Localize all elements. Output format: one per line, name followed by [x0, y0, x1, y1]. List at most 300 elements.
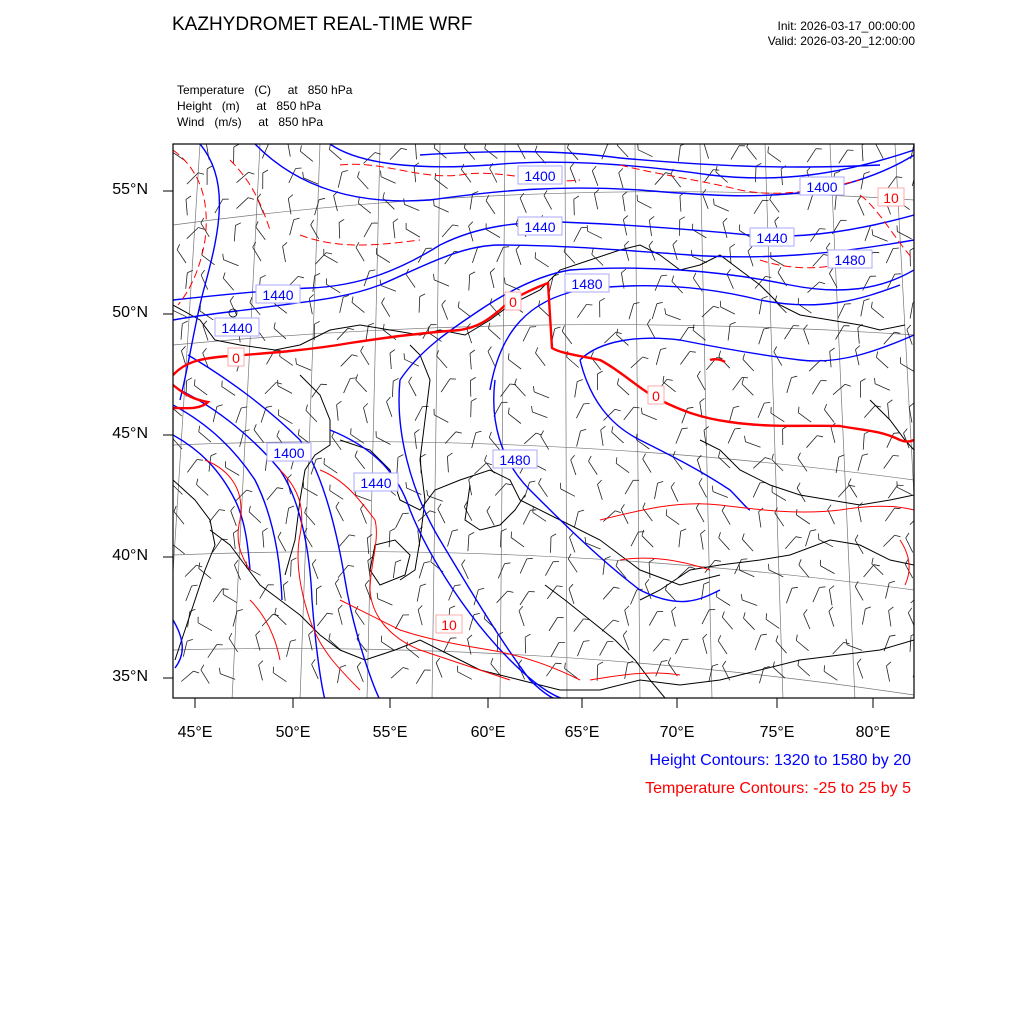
wind-barb-feather — [643, 357, 649, 359]
wind-barb-feather — [393, 219, 398, 223]
wind-barb-feather — [616, 560, 618, 566]
wind-barb-feather — [289, 506, 295, 508]
wind-barb — [324, 255, 338, 263]
wind-barb — [828, 510, 835, 525]
wind-barb — [743, 359, 754, 371]
wind-barb-feather — [390, 350, 395, 353]
wind-barb-feather — [478, 588, 484, 590]
wind-barb — [186, 586, 192, 601]
wind-barb-feather — [469, 532, 474, 535]
wind-barb-feather — [277, 488, 283, 489]
wind-barb — [833, 642, 844, 654]
wind-barb-feather — [263, 528, 268, 531]
svg-text:1400: 1400 — [806, 179, 838, 195]
wind-barb-feather — [898, 485, 904, 486]
height-label — [518, 166, 562, 184]
wind-barb — [467, 328, 472, 343]
wind-barb — [287, 641, 291, 657]
wind-barb — [256, 635, 260, 651]
wind-barb — [589, 461, 598, 474]
wind-barb — [256, 227, 266, 240]
wind-barb-feather — [714, 199, 715, 205]
wind-barb — [364, 408, 368, 424]
wind-barb-feather — [919, 661, 925, 662]
wind-barb-feather — [804, 609, 808, 614]
wind-barb-feather — [799, 559, 801, 565]
wind-barb-feather — [703, 634, 707, 638]
wind-barb — [223, 278, 234, 290]
wind-barb — [567, 357, 579, 368]
wind-barb — [404, 204, 419, 210]
wind-barb — [569, 589, 574, 604]
wind-barb — [621, 509, 628, 523]
wind-barb — [523, 327, 530, 341]
wind-barb-feather — [474, 613, 480, 614]
wind-barb-feather — [469, 222, 473, 226]
wind-barb — [753, 458, 765, 469]
wind-barb-feather — [229, 633, 232, 638]
wind-barb-feather — [733, 406, 739, 408]
wind-barb — [786, 588, 792, 603]
wind-barb — [858, 507, 861, 523]
wind-barb — [209, 510, 219, 522]
wind-barb — [174, 512, 184, 524]
wind-barb — [534, 392, 549, 398]
wind-barb-feather — [335, 579, 339, 584]
wind-barb-feather — [287, 475, 291, 479]
wind-barb-feather — [314, 321, 319, 324]
wind-barb-feather — [871, 302, 872, 308]
wind-barb — [577, 641, 583, 656]
wind-barb-feather — [357, 662, 361, 667]
wind-barb — [744, 618, 755, 630]
wind-barb — [649, 220, 651, 236]
wind-barb-feather — [487, 506, 490, 511]
wind-barb — [561, 489, 575, 496]
wind-barb — [516, 250, 521, 265]
svg-text:1400: 1400 — [273, 445, 305, 461]
wind-barb-feather — [455, 585, 461, 586]
wind-barb-feather — [263, 170, 268, 173]
wind-barb-feather — [516, 245, 520, 250]
svg-text:10: 10 — [883, 190, 899, 206]
wind-barb-feather — [649, 241, 653, 246]
wind-barb-feather — [673, 451, 675, 457]
wind-barb-feather — [664, 639, 670, 640]
wind-barb — [533, 512, 546, 521]
wind-barb — [642, 536, 653, 547]
wind-barb-feather — [234, 560, 238, 565]
wind-barb-feather — [723, 661, 726, 666]
wind-barb-feather — [826, 243, 830, 248]
wind-barb — [254, 430, 264, 443]
wind-barb — [617, 145, 628, 157]
wind-barb-feather — [895, 508, 901, 509]
wind-barb-feather — [704, 139, 708, 143]
wind-barb — [652, 304, 657, 319]
wind-barb — [332, 437, 341, 450]
wind-barb — [445, 432, 456, 444]
wind-barb — [714, 205, 729, 211]
height-label — [256, 285, 300, 303]
wind-barb-feather — [338, 605, 342, 609]
wind-barb — [448, 531, 453, 546]
wind-barb-feather — [452, 530, 458, 531]
wind-barb — [263, 532, 264, 548]
wind-barb — [249, 512, 261, 523]
wind-barb — [884, 332, 895, 344]
wind-barb — [666, 515, 679, 524]
wind-barb — [617, 384, 629, 395]
wind-barb — [237, 198, 249, 209]
svg-text:1400: 1400 — [524, 168, 556, 184]
wind-barb — [486, 201, 495, 214]
wind-barb — [520, 592, 529, 605]
wind-barb-feather — [427, 490, 428, 496]
wind-barb-feather — [403, 668, 409, 670]
wind-barb — [603, 511, 615, 522]
wind-barb — [278, 537, 286, 551]
wind-barb-feather — [490, 163, 493, 168]
wind-barb — [187, 228, 199, 239]
wind-barb — [309, 635, 313, 651]
lon-label: 80°E — [855, 724, 891, 741]
wind-barb — [824, 671, 837, 680]
wind-barb-feather — [876, 352, 877, 358]
variable-height: Height (m) at 850 hPa — [177, 99, 322, 113]
wind-barb — [201, 670, 209, 684]
wind-barb-feather — [470, 350, 475, 354]
wind-barb — [676, 429, 682, 444]
wind-barb — [541, 436, 549, 450]
wind-barb-feather — [715, 560, 721, 561]
wind-barb-feather — [337, 401, 342, 405]
wind-barb — [338, 172, 342, 188]
wind-barb-feather — [909, 403, 914, 407]
wind-barb — [519, 611, 524, 626]
wind-barb-feather — [682, 428, 688, 429]
wind-barb-feather — [491, 658, 493, 664]
svg-text:10: 10 — [441, 617, 457, 633]
wind-barb-feather — [404, 353, 405, 359]
wind-barb-feather — [722, 506, 725, 511]
wind-barb — [886, 666, 889, 682]
wind-barb-feather — [712, 486, 713, 492]
wind-barb-feather — [352, 297, 353, 303]
wind-barb — [897, 487, 911, 494]
wind-barb — [286, 508, 289, 524]
wind-barb — [363, 153, 375, 164]
wind-barb-feather — [565, 663, 566, 669]
wind-barb-feather — [415, 140, 420, 143]
wind-barb — [233, 611, 237, 627]
wind-barb — [699, 483, 707, 497]
wind-barb-feather — [277, 430, 279, 436]
wind-barb — [847, 645, 862, 651]
wind-barb — [656, 350, 660, 365]
wind-barb-feather — [501, 529, 506, 532]
wind-barb-feather — [249, 506, 250, 512]
wind-barb — [647, 324, 655, 338]
wind-barb-feather — [219, 510, 225, 511]
wind-barb — [472, 433, 476, 448]
wind-barb — [770, 199, 780, 212]
wind-barb — [774, 352, 782, 366]
wind-barb-feather — [699, 478, 702, 483]
wind-barb-feather — [828, 505, 831, 510]
wind-barb — [807, 436, 818, 448]
wind-barb-feather — [571, 455, 575, 460]
wind-barb-feather — [434, 274, 435, 280]
wind-barb — [861, 174, 864, 190]
wind-barb-feather — [569, 584, 573, 589]
wind-barb-feather — [544, 190, 547, 195]
wind-barb-feather — [719, 532, 721, 538]
wind-barb-feather — [735, 428, 741, 429]
wind-barb-feather — [680, 217, 685, 220]
wind-barb-feather — [266, 406, 272, 407]
wind-barb-feather — [207, 166, 212, 169]
wind-barb — [873, 235, 888, 241]
lon-label: 65°E — [564, 724, 600, 741]
wind-barb — [673, 245, 677, 260]
wind-barb-feather — [172, 304, 173, 310]
wind-barb — [838, 304, 845, 318]
wind-barb-feather — [712, 664, 718, 666]
wind-barb — [274, 328, 286, 339]
wind-barb — [858, 455, 862, 470]
wind-barb — [775, 513, 784, 526]
wind-barb — [719, 538, 730, 550]
wind-barb — [233, 533, 235, 549]
wind-barb — [187, 173, 198, 184]
wind-barb — [546, 663, 555, 676]
wind-barb-feather — [471, 398, 476, 401]
wind-barb — [532, 412, 547, 418]
wind-barb — [415, 407, 422, 421]
wind-barb-feather — [532, 406, 533, 412]
wind-barb — [186, 199, 187, 215]
wind-barb-feather — [358, 171, 360, 177]
wind-barb-feather — [914, 142, 920, 144]
svg-text:1480: 1480 — [499, 452, 531, 468]
wind-barb-feather — [365, 580, 369, 585]
wind-barb-feather — [197, 479, 198, 485]
wind-barb-feather — [865, 607, 871, 609]
wind-barb-feather — [288, 195, 293, 199]
wind-barb-feather — [217, 405, 223, 407]
wind-barb-feather — [895, 535, 901, 537]
wind-barb-feather — [778, 267, 781, 272]
wind-barb — [917, 377, 923, 392]
wind-barb — [337, 405, 339, 421]
wind-barb — [702, 194, 708, 209]
wind-barb — [273, 673, 286, 682]
wind-barb — [835, 194, 837, 210]
wind-barb-feather — [291, 558, 296, 561]
height-label — [518, 217, 562, 235]
wind-barb — [574, 619, 584, 632]
wind-barb-feather — [586, 305, 592, 306]
wind-barb-feather — [201, 270, 205, 275]
wind-barb-feather — [701, 530, 706, 534]
wind-barb — [434, 206, 449, 213]
wind-barb — [213, 407, 217, 423]
wind-barb-feather — [244, 430, 250, 432]
wind-barb — [234, 225, 235, 241]
wind-barb — [235, 490, 246, 501]
wind-barb-feather — [192, 585, 198, 586]
wind-barb — [283, 585, 285, 601]
wind-barb — [489, 329, 501, 340]
wind-barb-feather — [340, 665, 346, 667]
wind-barb — [324, 464, 337, 473]
wind-barb — [376, 254, 390, 263]
lat-label: 40°N — [112, 547, 148, 564]
wind-barb — [355, 612, 364, 625]
wind-barb — [656, 662, 662, 677]
svg-text:0: 0 — [509, 294, 517, 310]
wind-barb-feather — [527, 558, 533, 559]
wind-barb-feather — [303, 172, 304, 178]
wind-barb — [858, 201, 865, 216]
wind-barb-feather — [236, 223, 241, 226]
wind-barb-feather — [294, 218, 300, 220]
wind-barb-feather — [719, 451, 720, 457]
wind-barb — [187, 460, 197, 473]
wind-barb-feather — [893, 248, 899, 249]
wind-barb — [329, 149, 341, 160]
wind-barb-feather — [186, 196, 191, 199]
wind-barb — [485, 149, 498, 159]
wind-barb — [838, 485, 849, 497]
wind-barb — [663, 382, 676, 392]
wind-barb-feather — [199, 426, 200, 432]
svg-text:1440: 1440 — [524, 219, 556, 235]
wind-barb-feather — [872, 558, 873, 564]
wind-barb — [728, 325, 730, 341]
wind-barb — [704, 143, 709, 158]
wind-barb — [524, 433, 536, 444]
wind-barb — [721, 307, 735, 314]
wind-barb — [574, 512, 578, 528]
wind-barb-feather — [203, 348, 207, 353]
wind-barb — [717, 597, 731, 606]
wind-barb-feather — [182, 321, 187, 324]
wind-barb — [787, 378, 792, 393]
wind-barb-feather — [420, 584, 426, 586]
wind-barb-feather — [668, 658, 671, 664]
wind-barb-feather — [198, 228, 204, 230]
svg-text:0: 0 — [232, 350, 240, 366]
lat-label: 55°N — [112, 181, 148, 198]
svg-text:1440: 1440 — [262, 287, 294, 303]
wind-barb — [675, 640, 682, 654]
wind-barb — [441, 379, 450, 392]
wind-barb-feather — [555, 327, 561, 329]
wind-barb — [490, 272, 494, 288]
wind-barb-feather — [490, 268, 494, 272]
wind-barb-feather — [829, 586, 834, 590]
wind-barb — [315, 200, 320, 215]
init-time: Init: 2026-03-17_00:00:00 — [777, 19, 915, 33]
wind-barb — [574, 199, 575, 215]
wind-barb — [876, 144, 883, 158]
wind-barb-feather — [744, 612, 746, 618]
wind-barb-feather — [775, 217, 779, 221]
wind-barb — [409, 382, 417, 396]
wind-barb-feather — [171, 478, 172, 484]
wind-barb — [197, 485, 209, 496]
wind-barb-feather — [829, 607, 833, 611]
wind-barb — [415, 433, 417, 449]
wind-barb-feather — [396, 560, 402, 562]
wind-barb — [464, 148, 475, 160]
wind-barb — [231, 511, 237, 526]
wind-barb-feather — [594, 190, 599, 194]
wind-barb-feather — [519, 606, 523, 611]
wind-barb — [771, 413, 784, 422]
wind-barb — [678, 146, 680, 162]
wind-barb-feather — [672, 276, 674, 282]
svg-text:1440: 1440 — [221, 320, 253, 336]
wind-barb-feather — [298, 276, 304, 277]
wind-barb — [229, 638, 238, 652]
wind-barb-feather — [616, 457, 617, 463]
wind-barb-feather — [742, 378, 744, 384]
wind-barb — [910, 303, 913, 319]
wind-barb-feather — [275, 608, 276, 614]
wind-barb — [447, 456, 448, 472]
wind-barb-feather — [256, 631, 260, 635]
wind-barb-feather — [796, 537, 802, 538]
wind-barb-feather — [319, 198, 325, 199]
wind-barb — [472, 248, 477, 263]
wind-barb-feather — [875, 378, 876, 384]
wind-barb — [807, 149, 816, 162]
wind-barb-feather — [241, 407, 247, 408]
wind-barb-feather — [666, 173, 672, 174]
lon-label: 50°E — [275, 724, 311, 741]
wind-barb — [508, 359, 521, 369]
wind-barb-feather — [643, 503, 645, 509]
wind-barb — [625, 663, 628, 679]
wind-barb — [638, 150, 652, 157]
wind-barb — [544, 195, 552, 209]
wind-barb-feather — [621, 269, 626, 273]
wind-barb-feather — [533, 506, 534, 512]
wind-barb-feather — [327, 613, 333, 614]
wind-barb-feather — [617, 329, 618, 335]
wind-barb — [722, 511, 730, 525]
wind-barb — [680, 196, 681, 212]
wind-barb-feather — [381, 171, 382, 177]
wind-barb-feather — [613, 620, 619, 622]
wind-barb — [649, 562, 650, 578]
wind-barb-feather — [906, 533, 909, 538]
wind-barb-feather — [893, 456, 899, 457]
wind-barb-feather — [418, 606, 422, 610]
wind-barb — [576, 404, 583, 418]
wind-barb-feather — [390, 529, 395, 532]
wind-barb-feather — [316, 586, 321, 589]
wind-barb-feather — [741, 594, 742, 600]
wind-barb — [753, 483, 760, 498]
wind-barb — [338, 667, 341, 683]
wind-barb — [623, 635, 629, 650]
height-label — [354, 473, 398, 491]
wind-barb-feather — [830, 348, 835, 351]
